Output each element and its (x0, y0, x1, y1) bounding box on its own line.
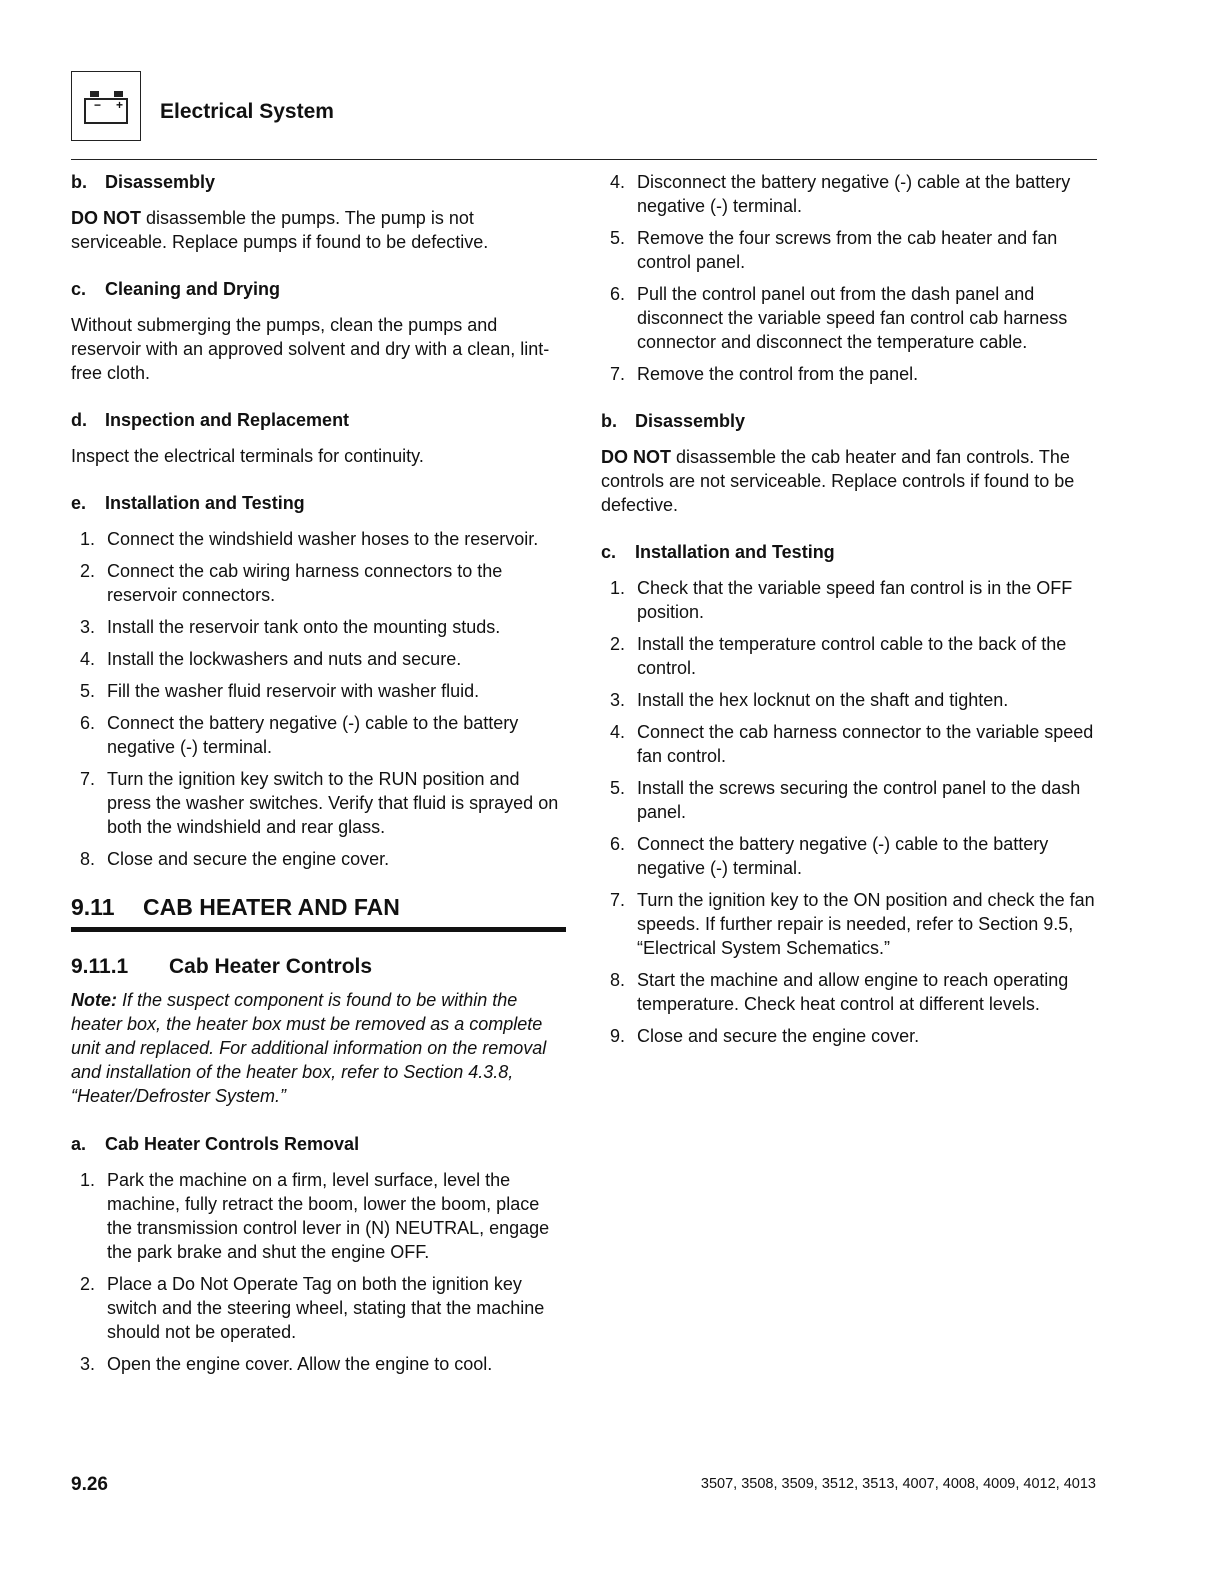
plus-sign: + (116, 98, 124, 112)
list-item: 5. Remove the four screws from the cab heater and fan control panel. (609, 228, 1058, 272)
minus-sign: − (94, 98, 102, 112)
section-title: 9.11 CAB HEATER AND FAN (71, 893, 566, 932)
page-number: 9.26 (71, 1474, 108, 1495)
subsection-title: 9.11.1 Cab Heater Controls (71, 955, 373, 978)
removal-steps-continued-list (601, 170, 1096, 386)
list-item: 2. Install the temperature control cable to the back of the control. (609, 634, 1067, 678)
list-item: 6. Pull the control panel out from the dash panel and disconnect the variable speed fan control cab harness connector and disconnect the temperature cable. (609, 284, 1068, 352)
list-item: 2. Connect the cab wiring harness connectors to the reservoir connectors. (79, 561, 503, 605)
list-item: 7. Turn the ignition key switch to the RUN position and press the washer switches. Verify that fluid is sprayed on both the windshield and rear glass. (79, 769, 559, 837)
heading-disassembly-controls: b. Disassembly (601, 411, 746, 431)
disassembly-controls-text: DO NOT disassemble the cab heater and fan controls. The controls are not serviceable. Replace controls if found to be defective. (601, 447, 1075, 515)
list-item: 8. Start the machine and allow engine to reach operating temperature. Check heat control at different levels. (609, 970, 1069, 1014)
list-item: 5. Fill the washer fluid reservoir with washer fluid. (79, 681, 480, 701)
heading-inspection-replacement: d. Inspection and Replacement (71, 410, 350, 430)
controls-installation-steps-list (601, 576, 1096, 1048)
inspection-text: Inspect the electrical terminals for continuity. (71, 446, 424, 466)
cleaning-text: Without submerging the pumps, clean the pumps and reservoir with an approved solvent and dry with a clean, lint-free cloth. (71, 315, 550, 383)
list-item: 1. Check that the variable speed fan control is in the OFF position. (609, 578, 1073, 622)
left-column (71, 170, 566, 1384)
heading-controls-removal: a. Cab Heater Controls Removal (71, 1134, 360, 1154)
battery-negative-terminal (90, 91, 99, 97)
list-item: 2. Place a Do Not Operate Tag on both the ignition key switch and the steering wheel, stating that the machine should not be operated. (79, 1274, 545, 1342)
page-header-title: Electrical System (160, 100, 334, 123)
list-item: 4. Disconnect the battery negative (-) cable at the battery negative (-) terminal. (609, 172, 1071, 216)
model-numbers: 3507, 3508, 3509, 3512, 3513, 4007, 4008, 4009, 4012, 4013 (700, 1476, 1096, 1492)
list-item: 6. Connect the battery negative (-) cable to the battery negative (-) terminal. (79, 713, 519, 757)
heading-installation-testing-controls: c. Installation and Testing (601, 542, 835, 562)
list-item: 4. Install the lockwashers and nuts and secure. (79, 649, 462, 669)
heading-installation-testing: e. Installation and Testing (71, 493, 305, 513)
list-item: 4. Connect the cab harness connector to the variable speed fan control. (609, 722, 1094, 766)
list-item: 8. Close and secure the engine cover. (79, 849, 390, 869)
heading-cleaning-drying: c. Cleaning and Drying (71, 279, 281, 299)
header-divider (71, 159, 1097, 160)
heading-disassembly: b. Disassembly (71, 172, 216, 192)
list-item: 1. Connect the windshield washer hoses to the reservoir. (79, 529, 539, 549)
list-item: 3. Open the engine cover. Allow the engine to cool. (79, 1354, 493, 1374)
list-item: 7. Turn the ignition key to the ON position and check the fan speeds. If further repair is needed, refer to Section 9.5, “Electrical System Schematics.” (609, 890, 1095, 958)
list-item: 6. Connect the battery negative (-) cable to the battery negative (-) terminal. (609, 834, 1049, 878)
installation-steps-list (71, 527, 566, 871)
list-item: 9. Close and secure the engine cover. (609, 1026, 920, 1046)
list-item: 3. Install the reservoir tank onto the mounting studs. (79, 617, 501, 637)
list-item: 1. Park the machine on a firm, level surface, level the machine, fully retract the boom, lower the boom, place the transmission control lever in (N) NEUTRAL, engage the park brake and shut the engine OFF. (79, 1170, 550, 1262)
disassembly-text: DO NOT disassemble the pumps. The pump is not serviceable. Replace pumps if found to be defective. (71, 208, 489, 252)
removal-steps-list (71, 1168, 566, 1376)
battery-icon-box (71, 71, 141, 141)
list-item: 7. Remove the control from the panel. (609, 364, 919, 384)
list-item: 5. Install the screws securing the control panel to the dash panel. (609, 778, 1081, 822)
list-item: 3. Install the hex locknut on the shaft and tighten. (609, 690, 1009, 710)
note-paragraph: Note: If the suspect component is found to be within the heater box, the heater box must be removed as a complete unit and replaced. For additional information on the removal and installation of the heater box, refer to Section 4.3.8, “Heater/Defroster System.” (71, 990, 547, 1106)
battery-positive-terminal (114, 91, 123, 97)
right-column (601, 170, 1096, 1056)
